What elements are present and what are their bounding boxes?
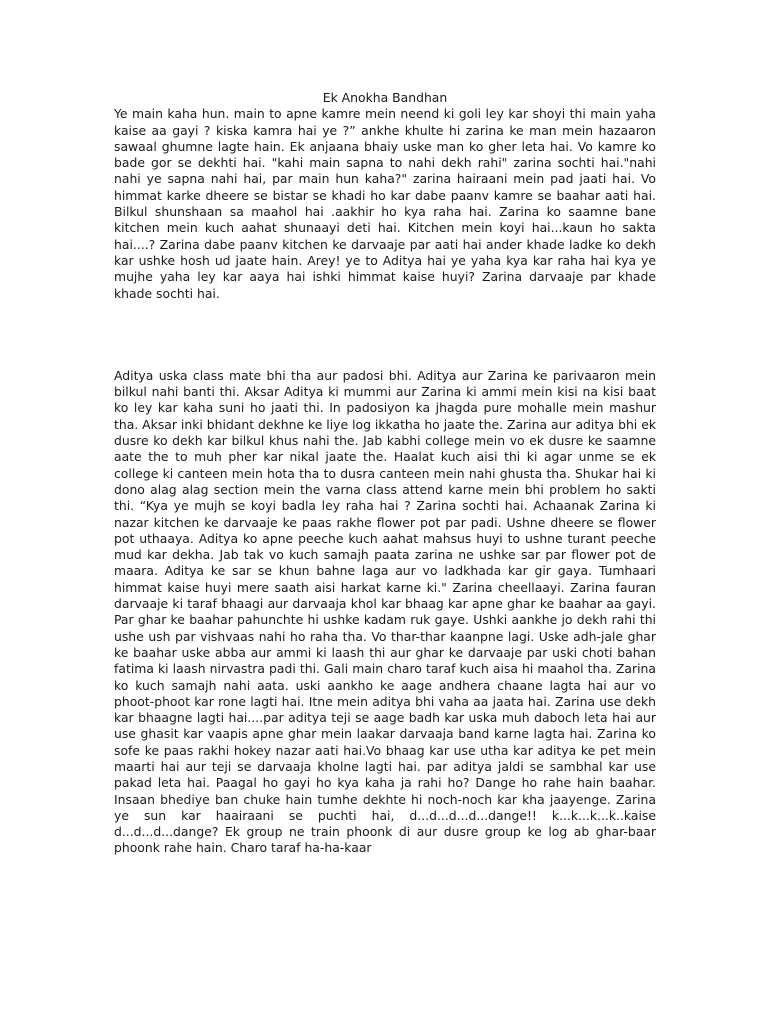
paragraph-1: Ye main kaha hun. main to apne kamre mein neend ki goli ley kar shoyi thi main yaha kaise aa gayi ? kiska kamra hai ye ?” ankhe khulte hi zarina ke man mein hazaaron sawaal ghumne lagte hain. Ek anjaana bhaiy uske man ko gher leta hai. Vo kamre ko bade gor se dekhti hai. "kahi main sapna to nahi dekh rahi" zarina sochti hai."nahi nahi ye sapna nahi hai, par main hun kaha?" zarina hairaani mein pad jaati hai. Vo himmat karke dheere se bistar se khadi ho kar dabe paanv kamre se baahar aati hai. Bilkul shunshaan sa maahol hai .aakhir ho kya raha hai. Zarina ko saamne bane kitchen mein kuch aahat shunaayi deti hai. Kitchen mein koyi hai...kaun ho sakta hai....? Zarina dabe paanv kitchen ke darvaaje par aati hai ander khade ladke ko dekh kar ushke hosh ud jaate hain. Arey! ye to Aditya hai ye yaha kya kar raha hai kya ye mujhe yaha ley kar aaya hai ishki himmat kaise huyi? Zarina darvaaje par khade khade sochti hai. (114, 106, 656, 301)
document-body (114, 90, 656, 857)
paragraph-2: Aditya uska class mate bhi tha aur padosi bhi. Aditya aur Zarina ke parivaaron mein bilkul nahi banti thi. Aksar Aditya ki mummi aur Zarina ki ammi mein kisi na kisi baat ko ley kar kaha suni ho jaati thi. In padosiyon ka jhagda pure mohalle mein mashur tha. Aksar inki bhidant dekhne ke liye log ikkatha ho jaate the. Zarina aur aditya bhi ek dusre ko dekh kar bilkul khus nahi the. Jab kabhi college mein vo ek dusre ke saamne aate the to muh pher kar nikal jaate the. Haalat kuch aisi thi ki agar unme se ek college ki canteen mein hota tha to dusra canteen mein nahi ghusta tha. Shukar hai ki dono alag alag section mein the varna class attend karne mein bhi problem ho sakti thi. “Kya ye mujh se koyi badla ley raha hai ? Zarina sochti hai. Achaanak Zarina ki nazar kitchen ke darvaaje ke paas rakhe flower pot par padi. Ushne dheere se flower pot uthaaya. Aditya ko apne peeche kuch aahat mahsus huyi to ushne turant peeche mud kar dekha. Jab tak vo kuch samajh paata zarina ne ushke sar par flower pot de maara. Aditya ke sar se khun bahne laga aur vo ladkhada kar gir gaya. Tumhaari himmat kaise huyi mere saath aisi harkat karne ki." Zarina cheellaayi. Zarina fauran darvaaje ki taraf bhaagi aur darvaaja khol kar bhaag kar apne ghar ke baahar aa gayi. Par ghar ke baahar pahunchte hi ushke kadam ruk gaye. Ushki aankhe jo dekh rahi thi ushe ush par vishvaas nahi ho raha tha. Vo thar-thar kaanpne lagi. Uske adh-jale ghar ke baahar uske abba aur ammi ki laash thi aur ghar ke darvaaje par uski choti bahan fatima ki laash nirvastra padi thi. Gali main charo taraf kuch aisa hi maahol tha. Zarina ko kuch samajh nahi aata. uski aankho ke aage andhera chaane lagta hai aur vo phoot-phoot kar rone lagti hai. Itne mein aditya bhi vaha aa jaata hai. Zarina use dekh kar bhaagne lagti hai....par aditya teji se aage badh kar uska muh daboch leta hai aur use ghasit kar vaapis apne ghar mein laakar darvaaja band karne lagta hai. Zarina ko sofe ke paas rakhi hokey nazar aati hai.Vo bhaag kar use utha kar aditya ke pet mein maarti hai aur teji se darvaaja kholne lagti hai. par aditya jaldi se sambhal kar use pakad leta hai. Paagal ho gayi ho kya kaha ja rahi ho? Dange ho rahe hain baahar. Insaan bhediye ban chuke hain tumhe dekhte hi noch-noch kar kha jaayenge. Zarina ye sun kar haairaani se puchti hai, d...d...d...d...dange!! k...k...k...k..kaise d...d...d...dange? Ek group ne train phoonk di aur dusre group ke log ab ghar-baar phoonk rahe hain. Charo taraf ha-ha-kaar (114, 367, 656, 856)
paragraph-spacer (114, 302, 656, 368)
document-title: Ek Anokha Bandhan (322, 90, 448, 105)
